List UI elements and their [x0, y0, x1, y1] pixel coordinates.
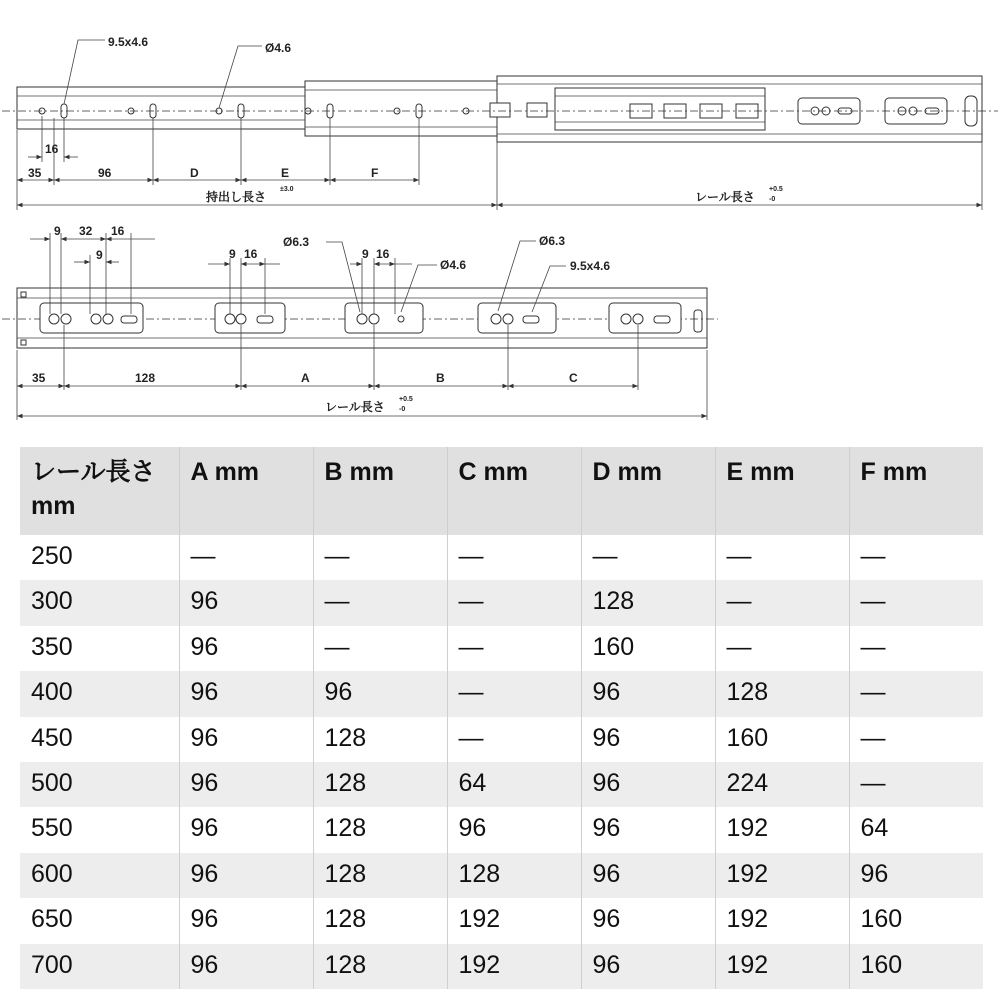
col-header-f: F mm	[849, 447, 983, 535]
callout-slot-top: 9.5x4.6	[108, 35, 149, 49]
spec-table	[20, 447, 983, 989]
table-cell: —	[581, 535, 715, 580]
slide-rail-drawing	[0, 0, 1000, 440]
table-cell: 160	[849, 898, 983, 943]
table-cell: 550	[20, 807, 179, 852]
table-row	[20, 762, 983, 807]
callout-slot-bottom: 9.5x4.6	[570, 259, 611, 273]
dim-96: 96	[98, 166, 112, 180]
table-cell: —	[849, 535, 983, 580]
table-cell: 160	[849, 944, 983, 989]
col-header-e: E mm	[715, 447, 849, 535]
table-cell: 128	[715, 671, 849, 716]
table-cell: 192	[715, 853, 849, 898]
table-cell: 128	[447, 853, 581, 898]
extend-length-tolerance: ±3.0	[280, 186, 294, 193]
table-cell: 96	[179, 898, 313, 943]
table-row	[20, 944, 983, 989]
table-cell: 64	[849, 807, 983, 852]
table-cell: —	[715, 580, 849, 625]
dim-9-a: 9	[54, 224, 61, 238]
table-cell: 96	[581, 898, 715, 943]
callout-hole-6-3-a: Ø6.3	[283, 235, 310, 249]
table-header-row	[20, 447, 983, 535]
dim-F: F	[371, 166, 379, 180]
table-cell: 96	[179, 762, 313, 807]
dim-16-c: 16	[376, 247, 390, 261]
table-cell: 500	[20, 762, 179, 807]
rail-tol-plus-top: +0.5	[769, 186, 783, 193]
rail-tol-minus-top: -0	[769, 196, 776, 203]
col-header-a: A mm	[179, 447, 313, 535]
table-cell: 600	[20, 853, 179, 898]
dim-C: C	[569, 371, 578, 385]
table-cell: 96	[179, 671, 313, 716]
table-cell: 96	[581, 762, 715, 807]
table-cell: —	[313, 626, 447, 671]
table-row	[20, 717, 983, 762]
table-cell: —	[447, 535, 581, 580]
table-cell: 96	[179, 717, 313, 762]
table-cell: —	[849, 762, 983, 807]
dim-16-a: 16	[111, 224, 125, 238]
table-cell: 96	[179, 626, 313, 671]
table-cell: 450	[20, 717, 179, 762]
col-header-rail-length: レール長さ mm	[20, 447, 179, 535]
table-row	[20, 898, 983, 943]
table-cell: 192	[715, 807, 849, 852]
dim-35: 35	[28, 166, 42, 180]
col-header-b: B mm	[313, 447, 447, 535]
table-cell: 128	[313, 762, 447, 807]
table-cell: 96	[179, 853, 313, 898]
callout-hole-top: Ø4.6	[265, 41, 292, 55]
table-cell: 160	[715, 717, 849, 762]
table-cell: 128	[313, 944, 447, 989]
dim-9-b: 9	[96, 248, 103, 262]
rail-tol-plus-bottom: +0.5	[399, 396, 413, 403]
table-cell: 250	[20, 535, 179, 580]
table-cell: 96	[581, 853, 715, 898]
table-cell: 700	[20, 944, 179, 989]
table-cell: 192	[715, 944, 849, 989]
table-cell: 96	[313, 671, 447, 716]
table-cell: 400	[20, 671, 179, 716]
table-cell: 128	[313, 807, 447, 852]
table-cell: 96	[581, 717, 715, 762]
dim-D: D	[190, 166, 199, 180]
table-cell: —	[849, 671, 983, 716]
table-cell: —	[447, 717, 581, 762]
dim-128: 128	[135, 371, 156, 385]
table-cell: 128	[313, 853, 447, 898]
top-view	[2, 35, 998, 210]
table-cell: —	[715, 535, 849, 580]
table-cell: 300	[20, 580, 179, 625]
dim-E: E	[281, 166, 290, 180]
table-row	[20, 626, 983, 671]
table-cell: 96	[179, 580, 313, 625]
table-cell: 160	[581, 626, 715, 671]
table-cell: 224	[715, 762, 849, 807]
table-cell: —	[313, 580, 447, 625]
table-cell: 192	[447, 944, 581, 989]
table-row	[20, 853, 983, 898]
dim-A: A	[301, 371, 310, 385]
table-cell: 128	[313, 717, 447, 762]
table-cell: 96	[581, 944, 715, 989]
table-cell: 96	[581, 807, 715, 852]
table-cell: —	[849, 626, 983, 671]
col-header-c: C mm	[447, 447, 581, 535]
table-cell: 128	[581, 580, 715, 625]
table-cell: —	[179, 535, 313, 580]
table-cell: 128	[313, 898, 447, 943]
table-cell: 96	[581, 671, 715, 716]
table-cell: 96	[179, 807, 313, 852]
dim-9-d: 9	[362, 247, 369, 261]
callout-hole-6-3-b: Ø6.3	[539, 234, 566, 248]
table-cell: —	[849, 580, 983, 625]
table-row	[20, 580, 983, 625]
col-header-d: D mm	[581, 447, 715, 535]
table-cell: 64	[447, 762, 581, 807]
dim-32: 32	[79, 224, 93, 238]
table-row	[20, 671, 983, 716]
table-cell: 192	[447, 898, 581, 943]
callout-hole-4-6-bottom: Ø4.6	[440, 258, 467, 272]
table-cell: 96	[179, 944, 313, 989]
dim-9-c: 9	[229, 247, 236, 261]
rail-length-label-top: レール長さ	[695, 190, 755, 204]
rail-length-label-bottom: レール長さ	[325, 400, 385, 414]
table-cell: —	[447, 580, 581, 625]
table-cell: —	[447, 671, 581, 716]
extend-length-label: 持出し長さ	[206, 190, 267, 204]
table-cell: 96	[447, 807, 581, 852]
table-cell: —	[715, 626, 849, 671]
dim-B: B	[436, 371, 445, 385]
table-cell: 96	[849, 853, 983, 898]
table-cell: —	[313, 535, 447, 580]
bottom-view	[2, 224, 718, 420]
dim-16-b: 16	[244, 247, 258, 261]
table-row	[20, 807, 983, 852]
dim-16: 16	[45, 142, 59, 156]
table-cell: —	[447, 626, 581, 671]
table-row	[20, 535, 983, 580]
table-cell: 350	[20, 626, 179, 671]
table-cell: 650	[20, 898, 179, 943]
table-cell: —	[849, 717, 983, 762]
table-cell: 192	[715, 898, 849, 943]
dim-35-b: 35	[32, 371, 46, 385]
rail-tol-minus-bottom: -0	[399, 406, 406, 413]
